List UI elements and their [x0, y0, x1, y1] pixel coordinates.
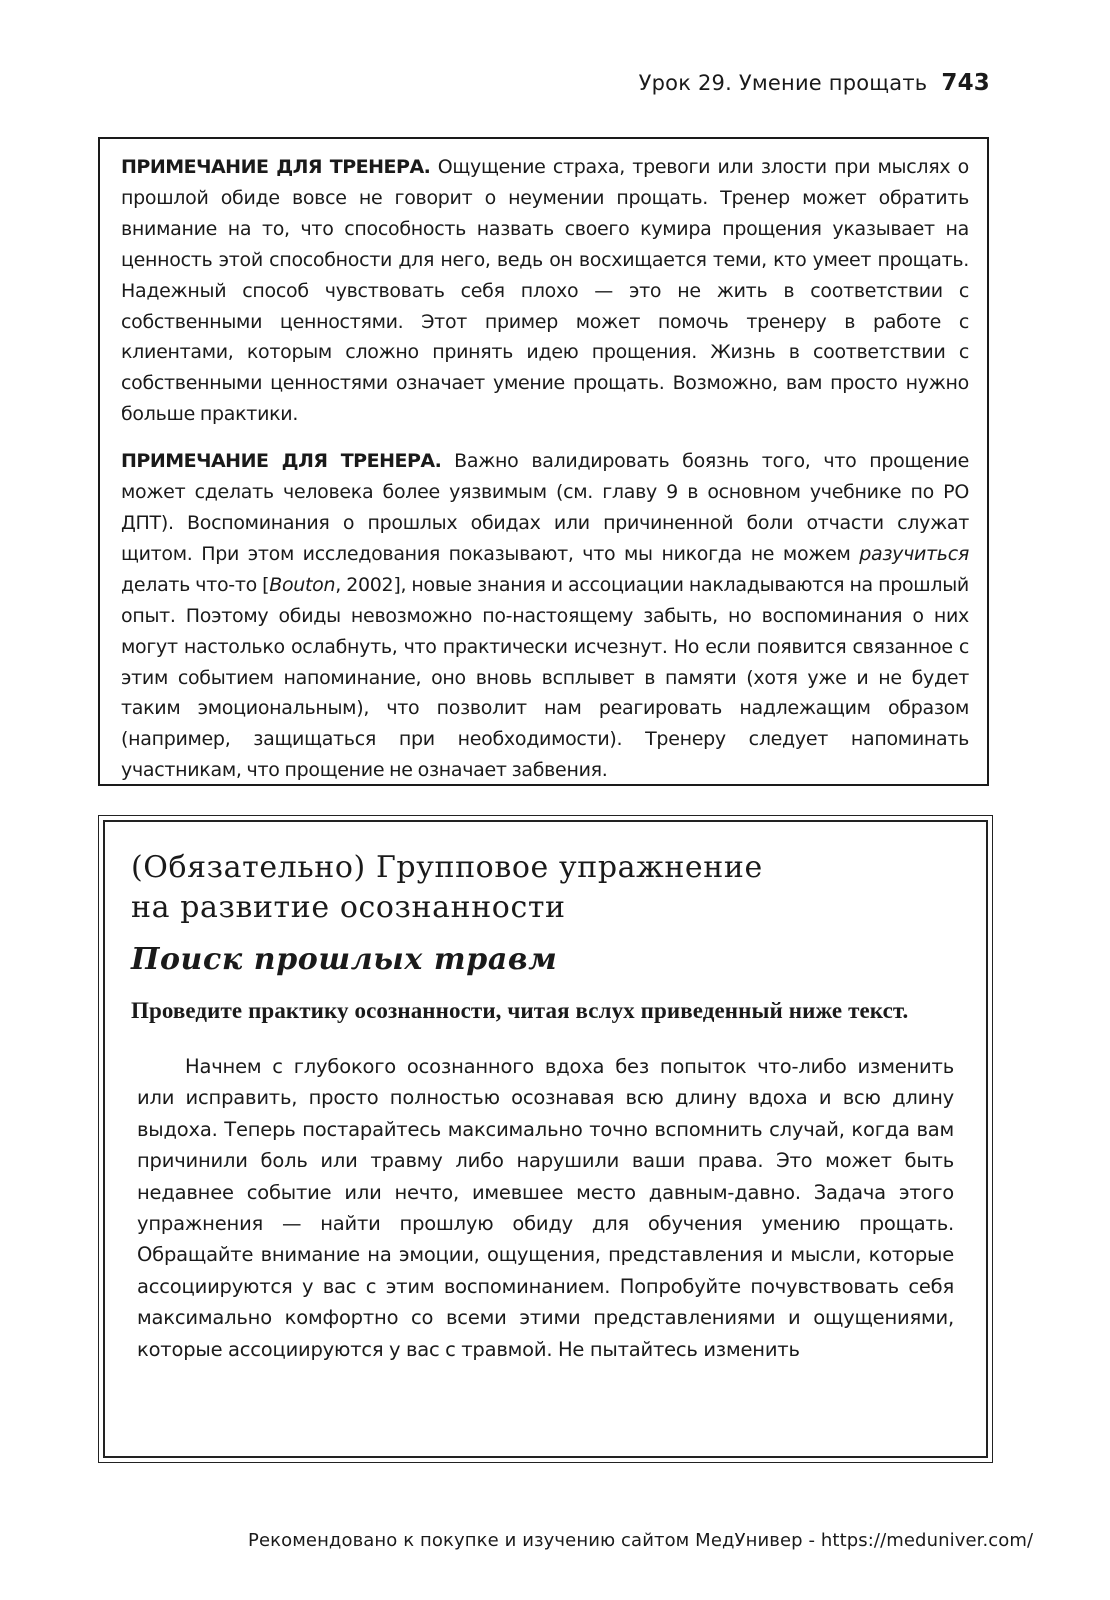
exercise-body: Начнем с глубокого осознанного вдоха без попыток что-либо изменить или исправить, просто полностью осознавая всю длину вдоха и всю длину выдоха. Теперь постарайтесь максимально точно вспомнить случай, когда вам причинили боль или травму либо нарушили ваши права. Это может быть недавнее событие или нечто, имевшее место давным-давно. Задача этого упражнения — найти прошлую обиду для обучения умению прощать. Обращайте внимание на эмоции, ощущения, представления и мысли, которые ассоциируются у вас с этим воспоминанием. Попробуйте почувствовать себя максимально комфортно со всеми этими представлениями и ощущениями, которые ассоциируются у вас с травмой. Не пытайтесь изменить — [137, 1055, 954, 1361]
exercise-box — [103, 820, 988, 1458]
exercise-title — [131, 848, 962, 928]
trainer-note-text: делать что-то [ — [121, 573, 270, 596]
exercise-title-line-1: (Обязательно) Групповое упражнение — [131, 850, 763, 885]
trainer-note-italic: разучиться — [859, 542, 969, 565]
trainer-notes-box — [98, 137, 989, 786]
running-head — [639, 70, 990, 96]
trainer-note — [121, 446, 969, 786]
trainer-note-lead: ПРИМЕЧАНИЕ ДЛЯ ТРЕНЕРА. — [121, 450, 442, 473]
page-number: 743 — [941, 70, 990, 96]
exercise-title-line-2: на развитие осознанности — [131, 890, 566, 925]
trainer-note-lead: ПРИМЕЧАНИЕ ДЛЯ ТРЕНЕРА. — [121, 156, 431, 178]
exercise-instruction: Проведите практику осознанности, читая вслух приведенный ниже текст. — [131, 998, 909, 1023]
running-title: Урок 29. Умение прощать — [638, 71, 928, 95]
footer-link-text: Рекомендовано к покупке и изучению сайтом МедУнивер - https://meduniver.com/ — [248, 1530, 1034, 1551]
trainer-note-text: Важно валидировать боязнь того, что прощение может сделать человека более уязвимым (см. главу 9 в основном учебнике по РО ДПТ). Воспоминания о прошлых обидах или причиненной боли отчасти служат щитом. При этом исследования показывают, что мы никогда не можем — [121, 450, 969, 565]
exercise-subtitle: Поиск прошлых травм — [131, 942, 558, 977]
trainer-note — [121, 152, 969, 430]
citation-author: Bouton — [269, 573, 336, 596]
trainer-note-text: , 2002], новые знания и ассоциации накладываются на прошлый опыт. Поэтому обиды невозможно по-настоящему забыть, но воспоминания о них могут настолько ослабнуть, что практически исчезнут. Но если появится связанное с этим событием напоминание, оно вновь всплывет в памяти (хотя уже и не будет таким эмоциональным), что позволит нам реагировать надлежащим образом (например, защищаться при необходимости). Тренеру следует напоминать участникам, что прощение не означает забвения. — [121, 573, 969, 782]
exercise-frame — [98, 815, 993, 1463]
trainer-note-text: Ощущение страха, тревоги или злости при мыслях о прошлой обиде вовсе не говорит о неумении прощать. Тренер может обратить внимание на то, что способность назвать своего кумира прощения указывает на ценность этой способности для него, ведь он восхищается теми, кто умеет прощать. Надежный способ чувствовать себя плохо — это не жить в соответствии с собственными ценностями. Этот пример может помочь тренеру в работе с клиентами, которым сложно принять идею прощения. Жизнь в соответствии с собственными ценностями означает умение прощать. Возможно, вам просто нужно больше практики. — [121, 156, 969, 426]
